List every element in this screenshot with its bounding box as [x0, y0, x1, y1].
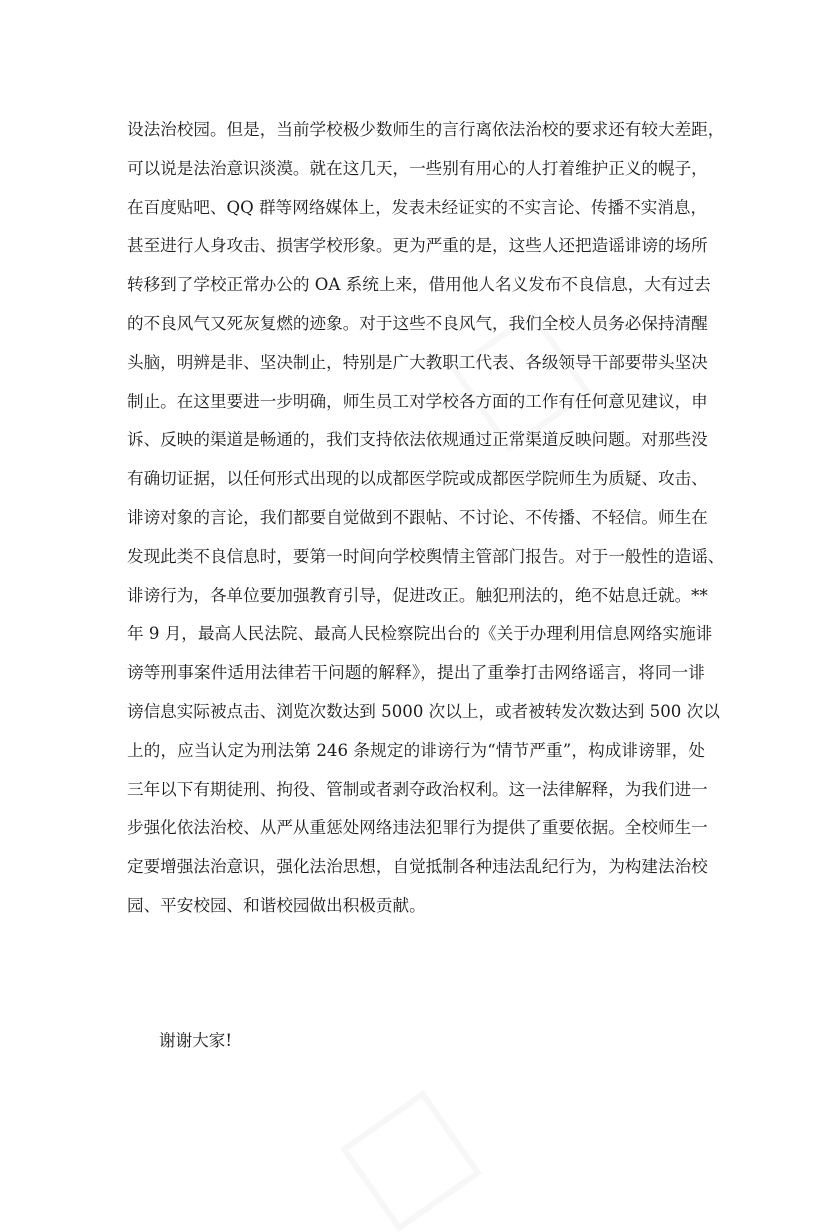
text-line: 年 9 月，最高人民法院、最高人民检察院出台的《关于办理利用信息网络实施诽 [127, 624, 713, 644]
text-line: 可以说是法治意识淡漠。就在这几天，一些别有用心的人打着维护正义的幌子， [127, 158, 708, 178]
text-line: 头脑，明辨是非、坚决制止，特别是广大教职工代表、各级领导干部要带头坚决 [127, 352, 708, 372]
text-line: 诽谤对象的言论，我们都要自觉做到不跟帖、不讨论、不传播、不轻信。师生在 [127, 507, 708, 527]
text-line: 诉、反映的渠道是畅通的，我们支持依法依规通过正常渠道反映问题。对那些没 [127, 430, 708, 450]
text-line: 转移到了学校正常办公的 OA 系统上来，借用他人名义发布不良信息，大有过去 [127, 275, 711, 295]
text-line: 有确切证据，以任何形式出现的以成都医学院或成都医学院师生为质疑、攻击、 [127, 469, 708, 489]
text-line: 制止。在这里要进一步明确，师生员工对学校各方面的工作有任何意见建议，申 [127, 391, 708, 411]
body-paragraph [127, 111, 725, 926]
text-line-last: 园、平安校园、和谐校园做出积极贡献。 [127, 895, 426, 915]
text-line: 谤等刑事案件适用法律若干问题的解释》，提出了重拳打击网络谣言，将同一诽 [127, 663, 705, 683]
text-line: 诽谤行为，各单位要加强教育引导，促进改正。触犯刑法的，绝不姑息迁就。** [127, 585, 708, 605]
text-line: 步强化依法治校、从严从重惩处网络违法犯罪行为提供了重要依据。全校师生一 [127, 818, 708, 838]
closing-remark: 谢谢大家! [159, 1031, 233, 1050]
text-line: 上的，应当认定为刑法第 246 条规定的诽谤行为“情节严重”，构成诽谤罪，处 [127, 740, 705, 760]
text-line: 的不良风气又死灰复燃的迹象。对于这些不良风气，我们全校人员务必保持清醒 [127, 313, 708, 333]
text-line: 三年以下有期徒刑、拘役、管制或者剥夺政治权利。这一法律解释，为我们进一 [127, 779, 708, 799]
text-line: 发现此类不良信息时，要第一时间向学校舆情主管部门报告。对于一般性的造谣、 [127, 546, 725, 566]
text-line: 在百度贴吧、QQ 群等网络媒体上，发表未经证实的不实言论、传播不实消息， [127, 197, 708, 217]
text-line: 定要增强法治意识，强化法治思想，自觉抵制各种违法乱纪行为，为构建法治校 [127, 857, 708, 877]
text-line: 甚至进行人身攻击、损害学校形象。更为严重的是，这些人还把造谣诽谤的场所 [127, 236, 708, 256]
watermark-stamp [340, 1090, 482, 1232]
text-line: 设法治校园。但是，当前学校极少数师生的言行离依法治校的要求还有较大差距， [127, 120, 725, 139]
text-line: 谤信息实际被点击、浏览次数达到 5000 次以上，或者被转发次数达到 500 次以 [127, 701, 720, 721]
